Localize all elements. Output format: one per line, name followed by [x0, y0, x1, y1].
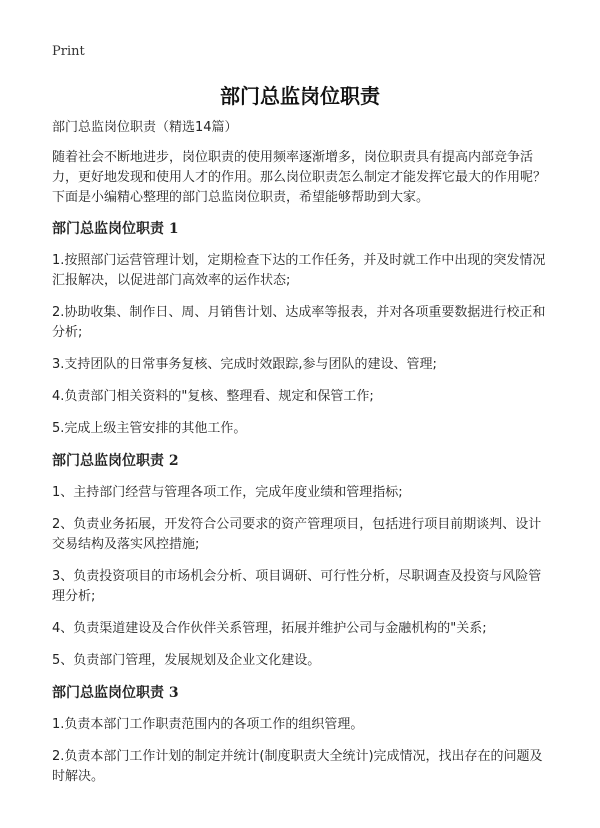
duty-item: 5.完成上级主管安排的其他工作。	[52, 421, 247, 436]
duty-item: 2.协助收集、制作日、周、月销售计划、达成率等报表，并对各项重要数据进行校正和分析;	[52, 305, 546, 340]
duty-item: 3.支持团队的日常事务复核、完成时效跟踪,参与团队的建设、管理;	[52, 357, 437, 372]
section-2	[52, 451, 552, 671]
duty-item: 4、负责渠道建设及合作伙伴关系管理，拓展并维护公司与金融机构的"关系;	[52, 621, 487, 636]
document-subtitle: 部门总监岗位职责（精选14篇）	[52, 120, 238, 135]
duty-item: 1、主持部门经营与管理各项工作，完成年度业绩和管理指标;	[52, 485, 403, 500]
section-1	[52, 219, 552, 439]
section-heading: 部门总监岗位职责 2	[52, 453, 179, 469]
duty-item: 2、负责业务拓展，开发符合公司要求的资产管理项目，包括进行项目前期谈判、设计交易结构及落实风控措施;	[52, 517, 542, 552]
duty-item: 2.负责本部门工作计划的制定并统计(制度职责大全统计)完成情况，找出存在的问题及时解决。	[52, 749, 543, 784]
intro-paragraph: 随着社会不断地进步，岗位职责的使用频率逐渐增多，岗位职责具有提高内部竞争活力，更好地发现和使用人才的作用。那么岗位职责怎么制定才能发挥它最大的作用呢？下面是小编精心整理的部门总监岗位职责，希望能够帮助到大家。	[52, 150, 547, 205]
section-3	[52, 683, 552, 787]
print-link[interactable]: Print	[52, 44, 85, 59]
duty-item: 1.按照部门运营管理计划，定期检查下达的工作任务，并及时就工作中出现的突发情况汇报解决，以促进部门高效率的运作状态;	[52, 253, 546, 288]
section-heading: 部门总监岗位职责 1	[52, 221, 179, 237]
duty-item: 3、负责投资项目的市场机会分析、项目调研、可行性分析，尽职调查及投资与风险管理分析;	[52, 569, 542, 604]
duty-item: 4.负责部门相关资料的"复核、整理看、规定和保管工作;	[52, 389, 374, 404]
duty-item: 5、负责部门管理，发展规划及企业文化建设。	[52, 653, 321, 668]
document-body	[52, 118, 552, 799]
document-title: 部门总监岗位职责	[220, 84, 380, 108]
duty-item: 1.负责本部门工作职责范围内的各项工作的组织管理。	[52, 717, 364, 732]
section-heading: 部门总监岗位职责 3	[52, 685, 179, 701]
